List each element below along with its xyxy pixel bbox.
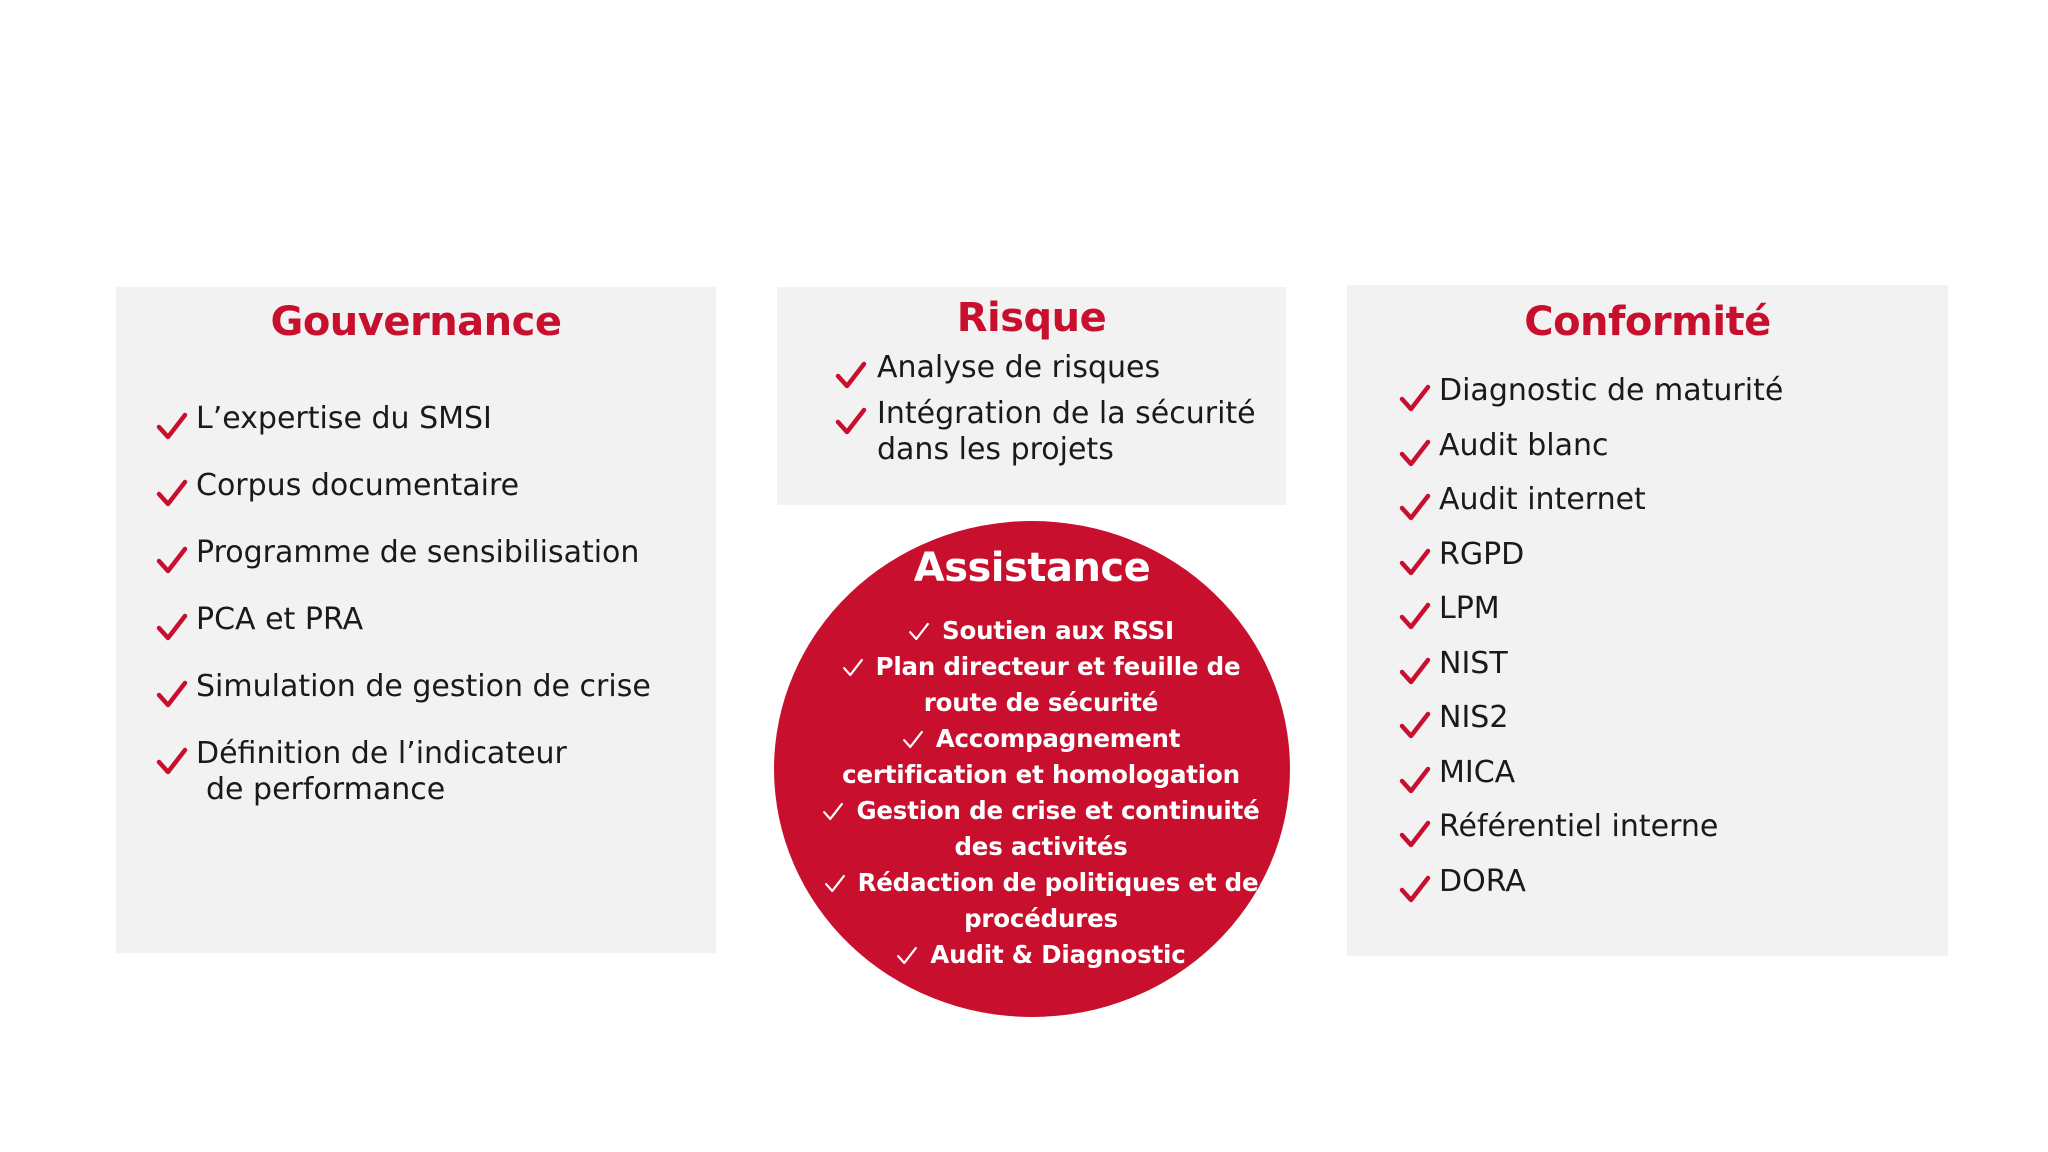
list-item: Plan directeur et feuille de route de sécurité [774, 649, 1290, 721]
list-item: Audit blanc [1399, 428, 1919, 464]
list-item: Programme de sensibilisation [156, 535, 696, 571]
list-item: Accompagnement certification et homologation [842, 724, 1240, 789]
list-item: NIST [1399, 646, 1919, 682]
checkmark-icon [156, 613, 188, 641]
checkmark-icon [1399, 766, 1431, 794]
checkmark-icon [1399, 711, 1431, 739]
list-item: Simulation de gestion de crise [156, 669, 696, 705]
checkmark-icon [822, 802, 844, 821]
checkmark-icon [835, 361, 867, 389]
list-item: Soutien aux RSSI [774, 613, 1290, 649]
checkmark-icon [1399, 602, 1431, 630]
checkmark-icon [835, 407, 867, 435]
checkmark-icon [1399, 548, 1431, 576]
list-item: Rédaction de politiques et de procédures [774, 865, 1290, 937]
checkmark-icon [824, 874, 846, 893]
risque-title: Risque [956, 295, 1107, 341]
list-item: L’expertise du SMSI [156, 401, 696, 437]
conformite-list [1399, 373, 1919, 918]
checkmark-icon [156, 412, 188, 440]
checkmark-icon [1399, 439, 1431, 467]
assistance-list [774, 613, 1290, 973]
list-item: LPM [1399, 591, 1919, 627]
list-item: Diagnostic de maturité [1399, 373, 1919, 409]
assistance-circle [774, 521, 1290, 1017]
list-item: Gestion de crise et continuité des activités [774, 793, 1290, 865]
checkmark-icon [156, 680, 188, 708]
list-item: RGPD [1399, 537, 1919, 573]
checkmark-icon [1399, 875, 1431, 903]
list-item: Intégration de la sécurité dans les projets [835, 396, 1275, 468]
checkmark-icon [908, 622, 930, 641]
risque-list [835, 350, 1275, 478]
checkmark-icon [1399, 820, 1431, 848]
list-item: Référentiel interne [1399, 809, 1919, 845]
checkmark-icon [896, 946, 918, 965]
checkmark-icon [902, 730, 924, 749]
checkmark-icon [156, 747, 188, 775]
assistance-title: Assistance [913, 545, 1151, 591]
checkmark-icon [842, 658, 864, 677]
list-item: Audit & Diagnostic [774, 937, 1290, 973]
risque-panel [777, 287, 1286, 505]
gouvernance-panel [116, 287, 716, 953]
list-item: Analyse de risques [835, 350, 1275, 386]
checkmark-icon [1399, 384, 1431, 412]
conformite-panel [1347, 285, 1948, 956]
gouvernance-list [156, 401, 696, 839]
gouvernance-title: Gouvernance [270, 299, 562, 345]
conformite-title: Conformité [1524, 299, 1771, 345]
list-item: DORA [1399, 864, 1919, 900]
checkmark-icon [156, 546, 188, 574]
list-item: MICA [1399, 755, 1919, 791]
checkmark-icon [1399, 493, 1431, 521]
list-item: Définition de l’indicateur de performance [156, 736, 696, 808]
checkmark-icon [1399, 657, 1431, 685]
list-item: Corpus documentaire [156, 468, 696, 504]
list-item: Audit internet [1399, 482, 1919, 518]
list-item: PCA et PRA [156, 602, 696, 638]
list-item: NIS2 [1399, 700, 1919, 736]
checkmark-icon [156, 479, 188, 507]
